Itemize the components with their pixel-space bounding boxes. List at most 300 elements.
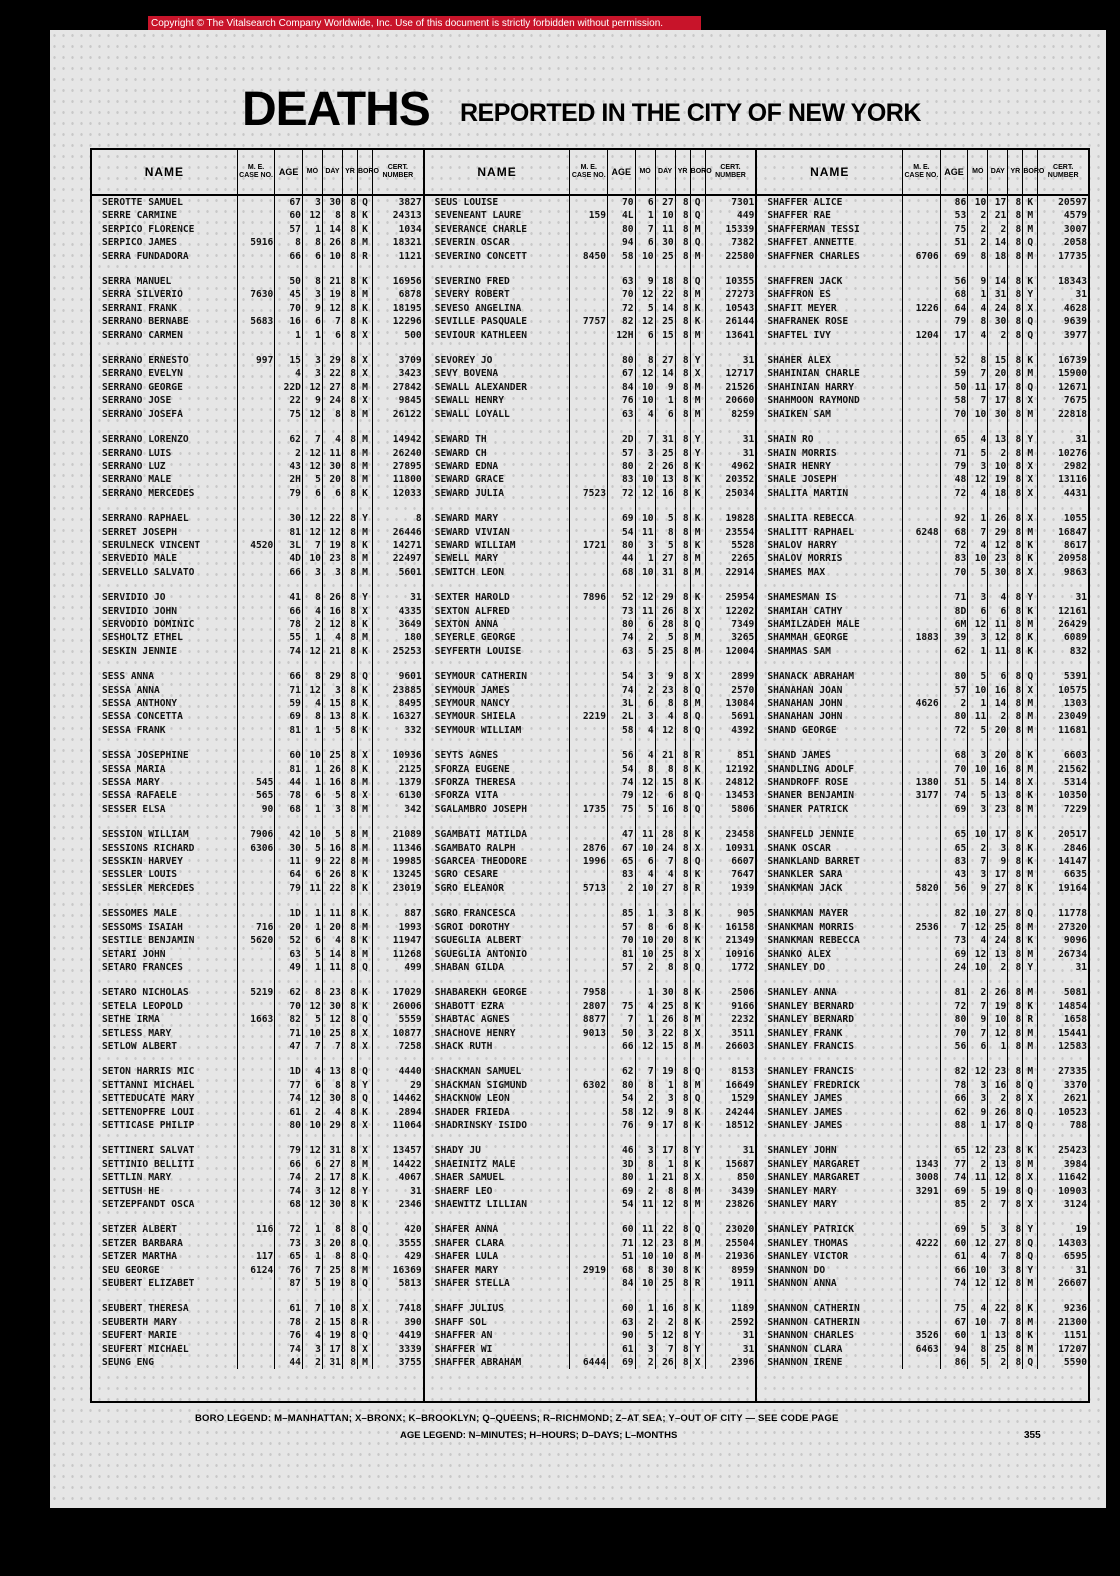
cell-month: 12 — [968, 1237, 988, 1250]
cell-year: 8 — [1008, 354, 1023, 367]
cell-day: 2 — [655, 1316, 675, 1329]
cell-cert: 17029 — [392, 987, 422, 999]
cell-cert: 9166 — [731, 1000, 755, 1012]
cell-day: 3 — [988, 1223, 1008, 1236]
cell-cert: 11681 — [1058, 724, 1088, 736]
table-row — [425, 1119, 756, 1132]
cell-cert: 4431 — [1063, 487, 1088, 499]
cell-name: SHAIKEN SAM — [757, 408, 902, 421]
cell-name: SHAFTEL IVY — [757, 329, 902, 342]
cell-boro: Y — [690, 1329, 705, 1342]
cell-name: SETARI JOHN — [92, 948, 237, 961]
cell-case — [903, 433, 941, 446]
cell-name: SHANLEY FREDRICK — [757, 1079, 902, 1092]
cell-cert: 7301 — [731, 197, 755, 208]
cell-day: 8 — [322, 1223, 342, 1236]
cell-year: 8 — [1008, 1302, 1023, 1315]
cell-day: 25 — [655, 447, 675, 460]
table-row — [425, 1027, 756, 1040]
cell-case — [903, 1198, 941, 1211]
cell-case: 7958 — [570, 986, 608, 999]
cell-name: SEWARD GRACE — [425, 473, 570, 486]
cell-name: SEXTER HAROLD — [425, 591, 570, 604]
cell-cert: 1034 — [398, 223, 422, 235]
cell-month: 3 — [302, 354, 322, 367]
cell-case — [570, 354, 608, 367]
cell-case — [570, 1144, 608, 1157]
cell-year: 8 — [1008, 236, 1023, 249]
cell-month: 11 — [968, 381, 988, 394]
cell-name: SEVERIN OSCAR — [425, 236, 570, 249]
cell-year: 8 — [675, 1027, 690, 1040]
column-header-age: AGE — [608, 150, 636, 195]
cell-year: 8 — [342, 776, 357, 789]
cell-day: 2 — [988, 329, 1008, 342]
table-row — [425, 684, 756, 697]
cell-boro: X — [357, 1040, 372, 1053]
cell-day: 21 — [655, 749, 675, 762]
table-row — [92, 803, 423, 816]
cell-boro: K — [357, 275, 372, 288]
cell-month: 12 — [635, 591, 655, 604]
cell-cert: 22818 — [1058, 408, 1088, 420]
cell-day: 7 — [988, 1316, 1008, 1329]
row-gap — [92, 895, 423, 907]
cell-boro: K — [1023, 539, 1038, 552]
cell-name: SESSA MARIA — [92, 763, 237, 776]
cell-year: 8 — [342, 433, 357, 446]
cell-boro: M — [357, 433, 372, 446]
cell-day: 31 — [655, 433, 675, 446]
cell-boro: X — [357, 1343, 372, 1356]
cell-cert: 19164 — [1058, 882, 1088, 894]
cell-case: 6706 — [903, 250, 941, 263]
cell-year: 8 — [675, 209, 690, 222]
cell-case: 3526 — [903, 1329, 941, 1342]
cell-day: 2 — [988, 223, 1008, 236]
cell-month: 6 — [635, 618, 655, 631]
table-row — [425, 1144, 756, 1157]
cell-month: 6 — [302, 934, 322, 947]
cell-case — [570, 961, 608, 974]
cell-age: 80 — [940, 710, 968, 723]
cell-age: 81 — [275, 763, 303, 776]
cell-month: 3 — [635, 1343, 655, 1356]
cell-cert: 7382 — [731, 237, 755, 249]
cell-day: 25 — [322, 749, 342, 762]
table-row — [92, 367, 423, 380]
cell-case — [903, 394, 941, 407]
cell-day: 30 — [322, 1092, 342, 1105]
cell-year: 8 — [675, 1144, 690, 1157]
cell-age: 80 — [608, 539, 636, 552]
cell-boro: Y — [690, 1144, 705, 1157]
cell-boro: K — [357, 1000, 372, 1013]
cell-age: 69 — [608, 1185, 636, 1198]
cell-boro: K — [690, 487, 705, 500]
boro-legend: BORO LEGEND: M–MANHATTAN; X–BRONX; K–BROOKLYN; Q–QUEENS; R–RICHMOND; Z–AT SEA; Y–OUT OF CITY — SEE CODE PAGE — [195, 1413, 839, 1424]
cell-day: 10 — [322, 1302, 342, 1315]
cell-year: 8 — [675, 868, 690, 881]
cell-boro: M — [690, 552, 705, 565]
table-row — [425, 1171, 756, 1184]
cell-boro: K — [357, 223, 372, 236]
cell-year: 8 — [342, 961, 357, 974]
cell-boro: Q — [690, 803, 705, 816]
cell-name: SEWARD WILLIAM — [425, 539, 570, 552]
cell-day: 12 — [988, 1171, 1008, 1184]
cell-day: 8 — [655, 763, 675, 776]
table-row — [425, 1302, 756, 1315]
cell-cert: 23885 — [392, 684, 422, 696]
cell-boro: M — [357, 236, 372, 249]
cell-boro: M — [690, 631, 705, 644]
cell-name: SHABAN GILDA — [425, 961, 570, 974]
cell-year: 8 — [675, 195, 690, 209]
cell-name: SETZER MARTHA — [92, 1250, 237, 1263]
cell-year: 8 — [675, 645, 690, 658]
cell-cert: 27273 — [725, 289, 755, 301]
cell-case: 1663 — [237, 1013, 275, 1026]
cell-month: 1 — [635, 907, 655, 920]
cell-month: 7 — [968, 855, 988, 868]
cell-day: 19 — [988, 1000, 1008, 1013]
cell-month: 4 — [968, 487, 988, 500]
cell-name: SHANLEY FRANK — [757, 1027, 902, 1040]
cell-month: 1 — [968, 1329, 988, 1342]
cell-day: 17 — [988, 868, 1008, 881]
cell-age: 70 — [608, 934, 636, 947]
cell-year: 8 — [342, 275, 357, 288]
cell-cert: 449 — [737, 210, 755, 222]
cell-case — [237, 710, 275, 723]
cell-case — [570, 1250, 608, 1263]
cell-name: SHANDROFF ROSE — [757, 776, 902, 789]
cell-day: 13 — [988, 433, 1008, 446]
cell-age: 52 — [275, 934, 303, 947]
cell-day: 29 — [322, 354, 342, 367]
cell-age: 70 — [940, 566, 968, 579]
cell-cert: 342 — [404, 803, 422, 815]
cell-case — [237, 724, 275, 737]
cell-month: 7 — [302, 1040, 322, 1053]
cell-cert: 10936 — [392, 750, 422, 762]
cell-cert: 4335 — [398, 605, 422, 617]
cell-cert: 3709 — [398, 355, 422, 367]
cell-year: 8 — [342, 394, 357, 407]
cell-age: 82 — [608, 315, 636, 328]
cell-day: 27 — [322, 1158, 342, 1171]
cell-name: SHAFFER WI — [425, 1343, 570, 1356]
cell-case — [570, 329, 608, 342]
table-row — [92, 512, 423, 525]
cell-month: 1 — [968, 697, 988, 710]
cell-month: 4 — [302, 697, 322, 710]
cell-year: 8 — [675, 961, 690, 974]
table-row — [425, 1316, 756, 1329]
cell-day: 20 — [322, 473, 342, 486]
cell-age: 41 — [275, 591, 303, 604]
cell-name: SESHOLTZ ETHEL — [92, 631, 237, 644]
table-row — [757, 250, 1088, 263]
cell-day: 24 — [322, 394, 342, 407]
cell-year: 8 — [342, 1329, 357, 1342]
cell-month: 1 — [635, 1013, 655, 1026]
cell-case: 2219 — [570, 710, 608, 723]
cell-month: 7 — [302, 539, 322, 552]
cell-age: 69 — [940, 250, 968, 263]
cell-day: 30 — [988, 566, 1008, 579]
cell-age: 70 — [275, 1000, 303, 1013]
cell-month: 10 — [302, 552, 322, 565]
cell-day: 27 — [655, 354, 675, 367]
cell-year: 8 — [342, 367, 357, 380]
cell-name: SHANNON ANNA — [757, 1277, 902, 1290]
cell-year: 8 — [1008, 539, 1023, 552]
cell-name: SGUEGLIA ANTONIO — [425, 948, 570, 961]
cell-month: 4 — [302, 1329, 322, 1342]
record-column-2 — [425, 150, 758, 1401]
cell-name: SESSA CONCETTA — [92, 710, 237, 723]
cell-month: 1 — [302, 803, 322, 816]
cell-month: 2 — [968, 1198, 988, 1211]
cell-day: 12 — [988, 1277, 1008, 1290]
cell-month: 12 — [968, 921, 988, 934]
table-row — [425, 789, 756, 802]
cell-age: 45 — [275, 288, 303, 301]
cell-name: SEWELL MARY — [425, 552, 570, 565]
table-row — [425, 526, 756, 539]
cell-cert: 8153 — [731, 1066, 755, 1078]
table-row — [425, 275, 756, 288]
cell-boro: M — [357, 473, 372, 486]
cell-name: SETHE IRMA — [92, 1013, 237, 1026]
cell-day: 5 — [322, 828, 342, 841]
cell-month: 11 — [635, 1223, 655, 1236]
table-row — [92, 921, 423, 934]
cell-case: 8877 — [570, 1013, 608, 1026]
row-gap — [92, 263, 423, 275]
cell-month: 3 — [968, 631, 988, 644]
cell-name: SEUBERTH MARY — [92, 1316, 237, 1329]
cell-month: 5 — [302, 1013, 322, 1026]
cell-boro: M — [690, 526, 705, 539]
cell-month: 6 — [302, 868, 322, 881]
cell-year: 8 — [675, 921, 690, 934]
cell-boro: K — [690, 512, 705, 525]
cell-year: 8 — [675, 684, 690, 697]
cell-boro: X — [357, 605, 372, 618]
cell-month: 10 — [635, 473, 655, 486]
table-row — [425, 631, 756, 644]
cell-cert: 16327 — [392, 711, 422, 723]
cell-month: 10 — [968, 552, 988, 565]
cell-month: 12 — [302, 1198, 322, 1211]
cell-age: 54 — [608, 1092, 636, 1105]
cell-day: 23 — [655, 1237, 675, 1250]
table-row — [425, 447, 756, 460]
cell-day: 15 — [322, 697, 342, 710]
column-header-case: M. E. CASE NO. — [903, 150, 941, 195]
cell-boro: M — [1023, 948, 1038, 961]
cell-year: 8 — [675, 605, 690, 618]
cell-case — [237, 329, 275, 342]
table-row — [425, 381, 756, 394]
cell-boro: Q — [690, 618, 705, 631]
cell-month: 8 — [635, 763, 655, 776]
cell-name: SGRO ELEANOR — [425, 882, 570, 895]
column-header-boro: BORO — [357, 150, 372, 195]
cell-boro: M — [357, 631, 372, 644]
cell-day: 31 — [988, 288, 1008, 301]
cell-name: SHACHOVE HENRY — [425, 1027, 570, 1040]
cell-boro: K — [357, 302, 372, 315]
cell-age: 50 — [940, 381, 968, 394]
copyright-banner: Copyright © The Vitalsearch Company Worldwide, Inc. Use of this document is strictly forbidden without permission. — [148, 16, 701, 31]
cell-cert: 10916 — [725, 948, 755, 960]
cell-year: 8 — [1008, 315, 1023, 328]
cell-name: SERRANO GEORGE — [92, 381, 237, 394]
cell-case: 7630 — [237, 288, 275, 301]
cell-year: 8 — [675, 315, 690, 328]
cell-case — [570, 447, 608, 460]
cell-day: 27 — [655, 552, 675, 565]
cell-boro: M — [357, 828, 372, 841]
record-column-3 — [757, 150, 1088, 1401]
cell-age: 61 — [608, 1343, 636, 1356]
cell-case — [570, 921, 608, 934]
cell-month: 10 — [635, 882, 655, 895]
cell-year: 8 — [675, 487, 690, 500]
cell-day: 23 — [322, 552, 342, 565]
row-gap — [92, 579, 423, 591]
cell-month: 2 — [302, 1316, 322, 1329]
cell-month: 9 — [968, 882, 988, 895]
table-row — [425, 539, 756, 552]
cell-boro: Q — [690, 1065, 705, 1078]
cell-case — [570, 1198, 608, 1211]
cell-year: 8 — [1008, 1329, 1023, 1342]
cell-year: 8 — [342, 1158, 357, 1171]
cell-boro: M — [357, 948, 372, 961]
cell-day: 8 — [655, 697, 675, 710]
cell-month: 4 — [968, 433, 988, 446]
cell-case — [903, 1316, 941, 1329]
cell-day: 12 — [655, 1198, 675, 1211]
cell-name: SHANKMAN JACK — [757, 882, 902, 895]
cell-month: 2 — [968, 986, 988, 999]
cell-name: SEYERLE GEORGE — [425, 631, 570, 644]
cell-boro: K — [357, 618, 372, 631]
cell-case: 1735 — [570, 803, 608, 816]
cell-boro: R — [690, 882, 705, 895]
cell-day: 17 — [655, 1119, 675, 1132]
cell-age: 72 — [608, 487, 636, 500]
cell-cert: 26122 — [392, 408, 422, 420]
cell-name: SETTANNI MICHAEL — [92, 1079, 237, 1092]
cell-age: 6M — [940, 618, 968, 631]
cell-year: 8 — [342, 749, 357, 762]
table-row — [757, 1223, 1088, 1236]
cell-year: 8 — [675, 749, 690, 762]
cell-day: 12 — [988, 539, 1008, 552]
cell-month: 6 — [968, 1040, 988, 1053]
table-row — [757, 447, 1088, 460]
cell-month: 8 — [302, 236, 322, 249]
cell-cert: 6603 — [1063, 750, 1088, 762]
cell-year: 8 — [675, 1065, 690, 1078]
cell-day: 29 — [322, 670, 342, 683]
cell-cert: 13641 — [725, 329, 755, 341]
cell-year: 8 — [675, 776, 690, 789]
cell-month: 3 — [302, 195, 322, 209]
cell-month: 1 — [302, 1223, 322, 1236]
cell-case — [570, 288, 608, 301]
cell-day: 3 — [655, 907, 675, 920]
cell-cert: 7229 — [1063, 803, 1088, 815]
cell-age: 54 — [608, 763, 636, 776]
cell-name: SESSKIN HARVEY — [92, 855, 237, 868]
cell-boro: M — [690, 1237, 705, 1250]
cell-boro: Q — [1023, 236, 1038, 249]
cell-name: SERVODIO DOMINIC — [92, 618, 237, 631]
cell-age: 81 — [275, 724, 303, 737]
cell-month: 2 — [968, 223, 988, 236]
cell-age: 43 — [275, 460, 303, 473]
cell-month: 3 — [968, 803, 988, 816]
cell-age: 51 — [940, 776, 968, 789]
cell-case — [903, 275, 941, 288]
cell-cert: 15441 — [1058, 1027, 1088, 1039]
cell-boro: Q — [1023, 381, 1038, 394]
table-row — [425, 315, 756, 328]
cell-day: 13 — [988, 948, 1008, 961]
cell-boro: R — [690, 749, 705, 762]
cell-boro: M — [1023, 1343, 1038, 1356]
cell-day: 30 — [322, 1000, 342, 1013]
cell-year: 8 — [675, 763, 690, 776]
cell-day: 27 — [988, 907, 1008, 920]
cell-boro: M — [357, 526, 372, 539]
table-row — [92, 645, 423, 658]
table-row — [425, 961, 756, 974]
cell-boro: Q — [1023, 1237, 1038, 1250]
cell-month: 11 — [968, 710, 988, 723]
cell-cert: 832 — [1069, 645, 1088, 657]
cell-boro: K — [690, 302, 705, 315]
cell-year: 8 — [675, 223, 690, 236]
table-row — [425, 710, 756, 723]
cell-age: 68 — [940, 288, 968, 301]
cell-name: SHAMMAH GEORGE — [757, 631, 902, 644]
cell-name: SHAIR HENRY — [757, 460, 902, 473]
cell-year: 8 — [675, 1277, 690, 1290]
cell-case — [903, 447, 941, 460]
cell-name: SEUNG ENG — [92, 1356, 237, 1369]
cell-name: SHANKLAND BARRET — [757, 855, 902, 868]
cell-month: 5 — [968, 566, 988, 579]
cell-name: SEUS LOUISE — [425, 195, 570, 209]
cell-case — [903, 1250, 941, 1263]
table-row — [425, 1185, 756, 1198]
cell-boro: K — [1023, 934, 1038, 947]
cell-age: 20 — [275, 921, 303, 934]
cell-year: 8 — [342, 1237, 357, 1250]
cell-cert: 2899 — [731, 671, 755, 683]
cell-boro: X — [1023, 1198, 1038, 1211]
cell-case — [237, 645, 275, 658]
cell-day: 30 — [988, 315, 1008, 328]
